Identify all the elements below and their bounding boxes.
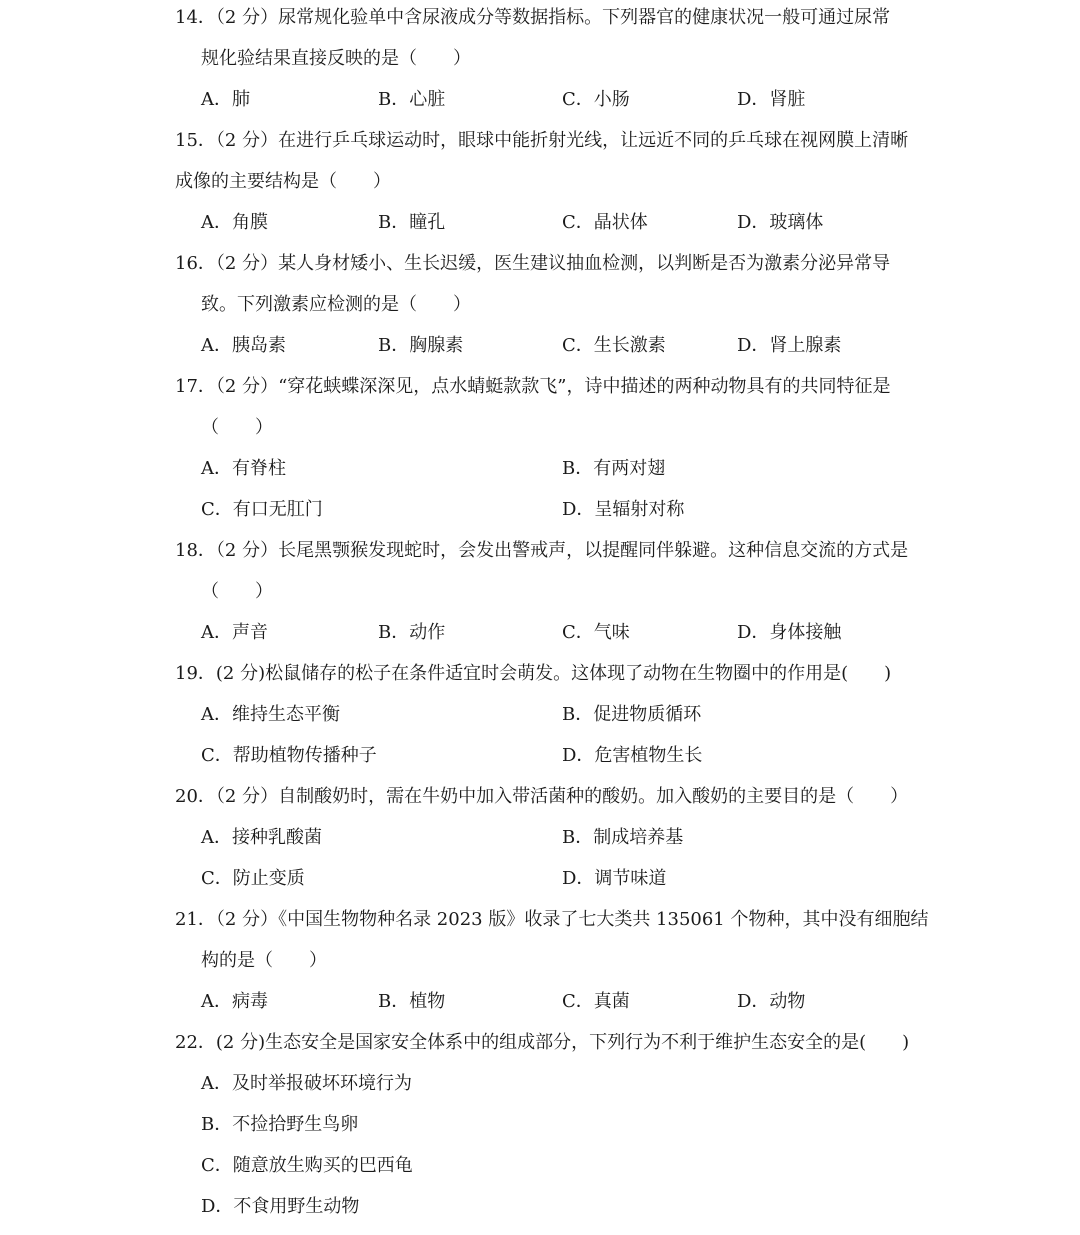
question-16-option-b: B．胸腺素 (378, 335, 464, 356)
question-19-stem: 19．(2 分)松鼠储存的松子在条件适宜时会萌发。这体现了动物在生物圈中的作用是( ) (175, 663, 892, 684)
question-15-option-b: B．瞳孔 (378, 212, 446, 233)
question-17-stem: 17．（2 分）“穿花蛱蝶深深见，点水蜻蜓款款飞”，诗中描述的两种动物具有的共同特征是 (175, 376, 891, 397)
question-16-option-c: C．生长激素 (562, 335, 666, 356)
question-18-option-b: B．动作 (378, 622, 446, 643)
question-16-option-a: A．胰岛素 (201, 335, 286, 356)
question-14-option-a: A．肺 (201, 89, 250, 110)
question-22-option-b: B．不捡拾野生鸟卵 (201, 1114, 359, 1135)
question-20-stem: 20．（2 分）自制酸奶时，需在牛奶中加入带活菌种的酸奶。加入酸奶的主要目的是（ ） (175, 786, 909, 807)
question-17-option-a: A．有脊柱 (201, 458, 286, 479)
question-15-option-c: C．晶状体 (562, 212, 648, 233)
question-15-option-a: A．角膜 (201, 212, 268, 233)
question-22-option-c: C．随意放生购买的巴西龟 (201, 1155, 413, 1176)
question-21-option-a: A．病毒 (201, 991, 268, 1012)
question-15-stem-cont: 成像的主要结构是（ ） (175, 171, 391, 192)
question-14-stem-cont: 规化验结果直接反映的是（ ） (201, 48, 471, 69)
question-14-option-d: D．肾脏 (737, 89, 806, 110)
question-17-option-d: D．呈辐射对称 (562, 499, 685, 520)
question-20-option-b: B．制成培养基 (562, 827, 684, 848)
question-18-stem: 18．（2 分）长尾黑颚猴发现蛇时，会发出警戒声，以提醒同伴躲避。这种信息交流的方式是 (175, 540, 909, 561)
question-17-option-b: B．有两对翅 (562, 458, 666, 479)
question-16-stem: 16．（2 分）某人身材矮小、生长迟缓，医生建议抽血检测，以判断是否为激素分泌异常导 (175, 253, 891, 274)
question-21-option-b: B．植物 (378, 991, 446, 1012)
question-21-stem: 21．（2 分）《中国生物物种名录 2023 版》收录了七大类共 135061 个物种，其中没有细胞结 (175, 909, 929, 930)
question-22-option-d: D．不食用野生动物 (201, 1196, 360, 1217)
question-14-option-b: B．心脏 (378, 89, 446, 110)
question-21-option-d: D．动物 (737, 991, 806, 1012)
question-19-option-c: C．帮助植物传播种子 (201, 745, 377, 766)
question-21-option-c: C．真菌 (562, 991, 630, 1012)
question-22-option-a: A．及时举报破坏环境行为 (201, 1073, 412, 1094)
question-20-option-a: A．接种乳酸菌 (201, 827, 322, 848)
question-19-option-d: D．危害植物生长 (562, 745, 703, 766)
question-14-stem: 14．（2 分）尿常规化验单中含尿液成分等数据指标。下列器官的健康状况一般可通过尿常 (175, 7, 891, 28)
question-19-option-b: B．促进物质循环 (562, 704, 702, 725)
question-18-option-a: A．声音 (201, 622, 268, 643)
question-20-option-c: C．防止变质 (201, 868, 305, 889)
question-18-option-d: D．身体接触 (737, 622, 842, 643)
question-14-option-c: C．小肠 (562, 89, 630, 110)
question-16-stem-cont: 致。下列激素应检测的是（ ） (201, 294, 471, 315)
question-22-stem: 22．(2 分)生态安全是国家安全体系中的组成部分，下列行为不利于维护生态安全的是( ) (175, 1032, 910, 1053)
question-15-option-d: D．玻璃体 (737, 212, 824, 233)
question-20-option-d: D．调节味道 (562, 868, 667, 889)
question-17-stem-cont: （ ） (201, 417, 273, 438)
question-18-stem-cont: （ ） (201, 581, 273, 602)
question-15-stem: 15．（2 分）在进行乒乓球运动时，眼球中能折射光线，让远近不同的乒乓球在视网膜上清晰 (175, 130, 909, 151)
question-16-option-d: D．肾上腺素 (737, 335, 842, 356)
question-18-option-c: C．气味 (562, 622, 630, 643)
question-21-stem-cont: 构的是（ ） (201, 950, 327, 971)
question-19-option-a: A．维持生态平衡 (201, 704, 340, 725)
question-17-option-c: C．有口无肛门 (201, 499, 323, 520)
